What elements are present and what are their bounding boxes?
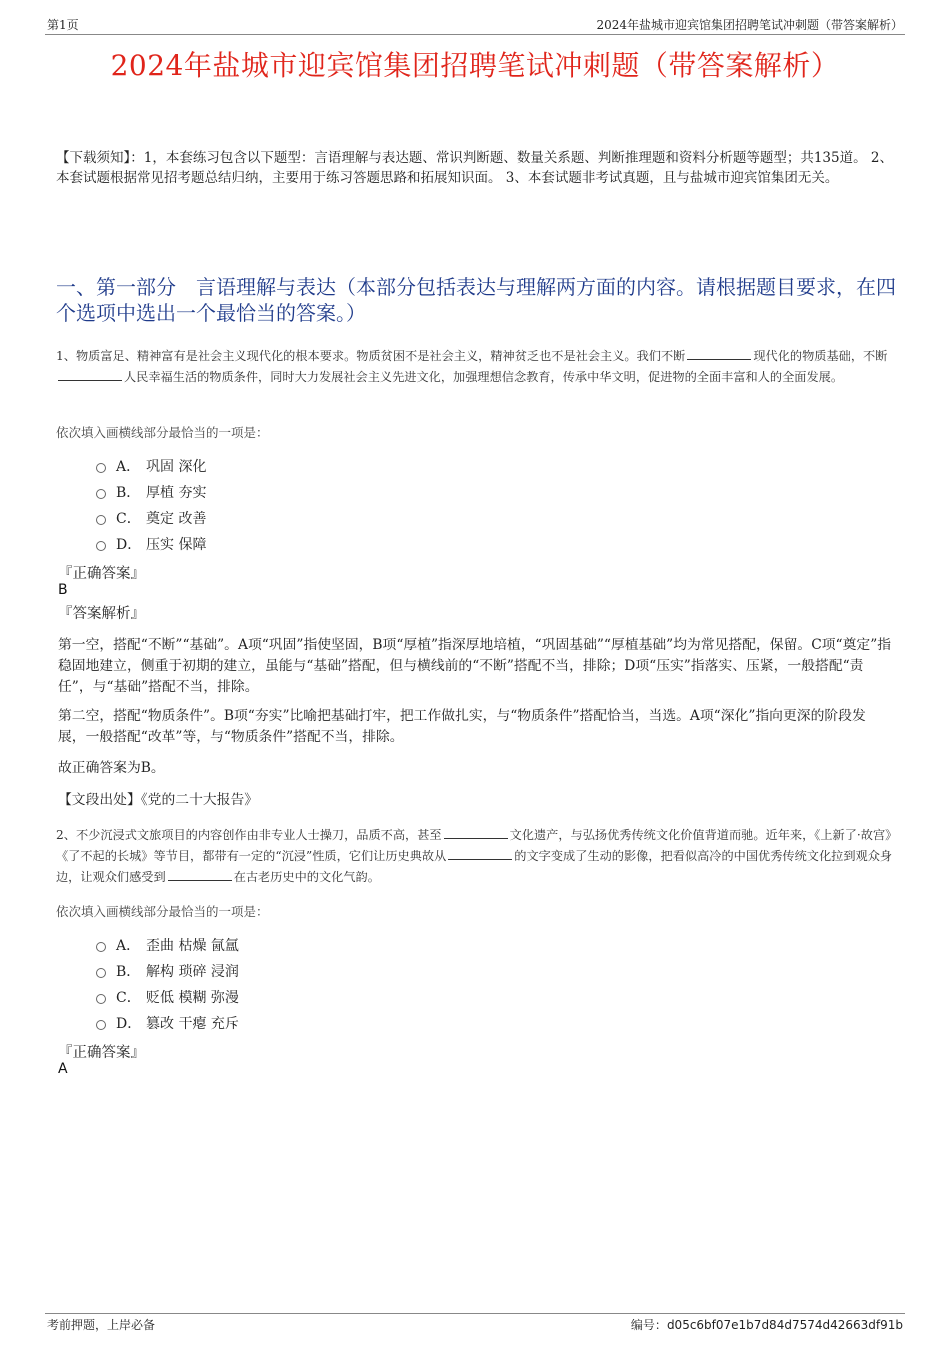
analysis-paragraph-1: 第一空，搭配“不断”“基础”。A项“巩固”指使坚固，B项“厚植”指深厚地培植，“巩固基础”“厚植基础”均为常见搭配，保留。C项“奠定”指稳固地建立，侧重于初期的建立，虽能与“基础”搭配，但与横线前的“不断”搭配不当，排除；D项“压实”指落实、压紧，一般搭配“责任”，与“基础”搭配不当，排除。 bbox=[58, 637, 892, 695]
document-code: 编号：d05c6bf07e1b7d84d7574d42663df91b bbox=[630, 1318, 903, 1332]
option-a[interactable]: A． 歪曲 枯燥 氤氲 bbox=[96, 932, 239, 958]
question-1-options bbox=[96, 453, 206, 557]
option-c[interactable]: C． 贬低 模糊 弥漫 bbox=[96, 984, 239, 1010]
radio-icon[interactable] bbox=[96, 1020, 106, 1030]
conclusion: 故正确答案为B。 bbox=[58, 760, 165, 776]
analysis-paragraph-2: 第二空，搭配“物质条件”。B项“夯实”比喻把基础打牢，把工作做扎实，与“物质条件”搭配恰当，当选。A项“深化”指向更深的阶段发展，一般搭配“改革”等，与“物质条件”搭配不当，排除。 bbox=[58, 708, 866, 745]
answer-label: 『正确答案』 bbox=[58, 566, 145, 582]
radio-icon[interactable] bbox=[96, 489, 106, 499]
footer-slogan: 考前押题，上岸必备 bbox=[47, 1318, 156, 1332]
question-2-text: 2、不少沉浸式文旅项目的内容创作由非专业人士操刀，品质不高，甚至 文化遗产，与弘扬优秀传统文化价值背道而驰。近年来，《上新了·故宫》《了不起的长城》等节目，都带有一定的“沉浸”性质，它们让历史典故从 的文字变成了生动的影像，把看似高冷的中国优秀传统文化拉到观众身边，让观众们感受到 在古老历史中的文化气韵。 bbox=[56, 828, 898, 884]
blank-line bbox=[687, 347, 751, 360]
answer-label: 『正确答案』 bbox=[58, 1045, 145, 1061]
question-2-options bbox=[96, 932, 239, 1036]
radio-icon[interactable] bbox=[96, 463, 106, 473]
section-title: 一、第一部分 言语理解与表达（本部分包括表达与理解两方面的内容。请根据题目要求，在四个选项中选出一个最恰当的答案。） bbox=[56, 275, 896, 325]
option-b[interactable]: B． 解构 琐碎 浸润 bbox=[96, 958, 239, 984]
page-header bbox=[45, 14, 905, 35]
document-title: 2024年盐城市迎宾馆集团招聘笔试冲刺题（带答案解析） bbox=[110, 49, 840, 82]
radio-icon[interactable] bbox=[96, 942, 106, 952]
download-notice: 【下载须知】：1，本套练习包含以下题型：言语理解与表达题、常识判断题、数量关系题、判断推理题和资料分析题等题型；共135道。 2、本套试题根据常见招考题总结归纳，主要用于练习答题思路和拓展知识面。 3、本套试题非考试真题，且与盐城市迎宾馆集团无关。 bbox=[56, 150, 893, 186]
answer-value: A bbox=[58, 1061, 68, 1077]
radio-icon[interactable] bbox=[96, 968, 106, 978]
page-number: 第1页 bbox=[47, 18, 79, 32]
question-2-prompt: 依次填入画横线部分最恰当的一项是： bbox=[56, 904, 269, 919]
source-citation: 【文段出处】《党的二十大报告》 bbox=[58, 792, 259, 808]
blank-line bbox=[58, 368, 122, 381]
option-a[interactable]: A． 巩固 深化 bbox=[96, 453, 206, 479]
question-1-text: 1、物质富足、精神富有是社会主义现代化的根本要求。物质贫困不是社会主义，精神贫乏也不是社会主义。我们不断 现代化的物质基础，不断人民幸福生活的物质条件，同时大力发展社会主义先进文化，加强理想信念教育，传承中华文明，促进物的全面丰富和人的全面发展。 bbox=[56, 349, 888, 384]
radio-icon[interactable] bbox=[96, 515, 106, 525]
header-doc-title: 2024年盐城市迎宾馆集团招聘笔试冲刺题（带答案解析） bbox=[596, 18, 903, 32]
option-d[interactable]: D． 压实 保障 bbox=[96, 531, 206, 557]
page-footer bbox=[45, 1313, 905, 1332]
radio-icon[interactable] bbox=[96, 541, 106, 551]
option-d[interactable]: D． 篡改 干瘪 充斥 bbox=[96, 1010, 239, 1036]
answer-value: B bbox=[58, 582, 68, 598]
blank-line bbox=[444, 826, 508, 839]
radio-icon[interactable] bbox=[96, 994, 106, 1004]
blank-line bbox=[168, 868, 232, 881]
option-c[interactable]: C． 奠定 改善 bbox=[96, 505, 206, 531]
blank-line bbox=[448, 847, 512, 860]
analysis-label: 『答案解析』 bbox=[58, 606, 145, 622]
option-b[interactable]: B． 厚植 夯实 bbox=[96, 479, 206, 505]
question-1-prompt: 依次填入画横线部分最恰当的一项是： bbox=[56, 425, 269, 440]
